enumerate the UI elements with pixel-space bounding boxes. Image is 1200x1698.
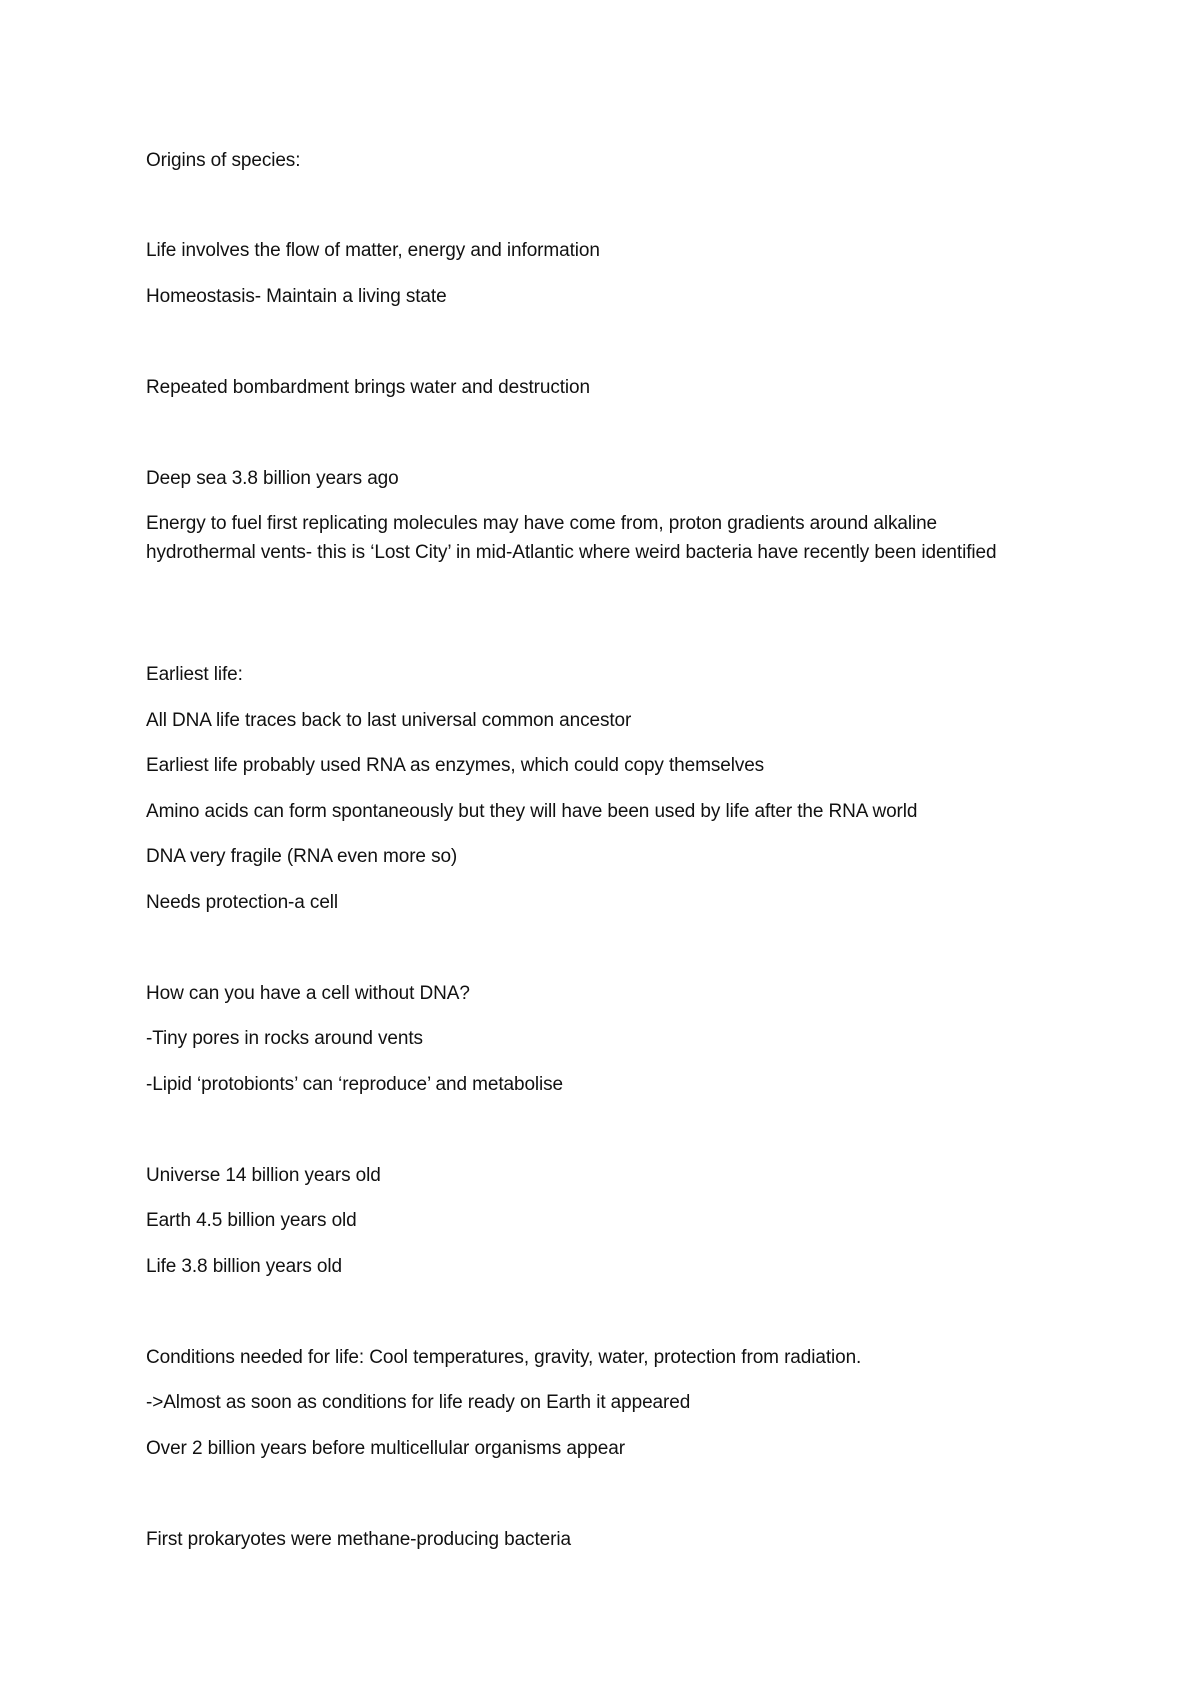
- note-line: Repeated bombardment brings water and destruction: [146, 377, 590, 398]
- note-line: Life involves the flow of matter, energy and information: [146, 240, 600, 261]
- note-line: Needs protection-a cell: [146, 892, 339, 913]
- note-line: First prokaryotes were methane-producing bacteria: [146, 1529, 571, 1550]
- note-line: Earth 4.5 billion years old: [146, 1210, 357, 1231]
- note-line: Amino acids can form spontaneously but they will have been used by life after the RNA world: [146, 801, 918, 822]
- note-line: How can you have a cell without DNA?: [146, 983, 470, 1004]
- note-line: -Lipid ‘protobionts’ can ‘reproduce’ and metabolise: [146, 1074, 564, 1095]
- note-line: Conditions needed for life: Cool temperatures, gravity, water, protection from radiation.: [146, 1347, 862, 1368]
- note-line: Homeostasis- Maintain a living state: [146, 286, 447, 307]
- note-line: -Tiny pores in rocks around vents: [146, 1028, 423, 1049]
- note-line: Universe 14 billion years old: [146, 1165, 381, 1186]
- document-title: Origins of species:: [146, 150, 301, 171]
- note-paragraph: Energy to fuel first replicating molecules may have come from, proton gradients around alkaline hydrothermal vents- this is ‘Lost City’ in mid-Atlantic where weird bacteria have recently been identified: [146, 513, 997, 563]
- note-line: Earliest life probably used RNA as enzymes, which could copy themselves: [146, 755, 765, 776]
- note-line: Over 2 billion years before multicellular organisms appear: [146, 1438, 625, 1459]
- note-line: All DNA life traces back to last universal common ancestor: [146, 710, 632, 731]
- note-line: Life 3.8 billion years old: [146, 1256, 342, 1277]
- note-line: ->Almost as soon as conditions for life ready on Earth it appeared: [146, 1392, 691, 1413]
- section-heading-earliest-life: Earliest life:: [146, 664, 243, 685]
- note-line: DNA very fragile (RNA even more so): [146, 846, 458, 867]
- note-line: Deep sea 3.8 billion years ago: [146, 468, 399, 489]
